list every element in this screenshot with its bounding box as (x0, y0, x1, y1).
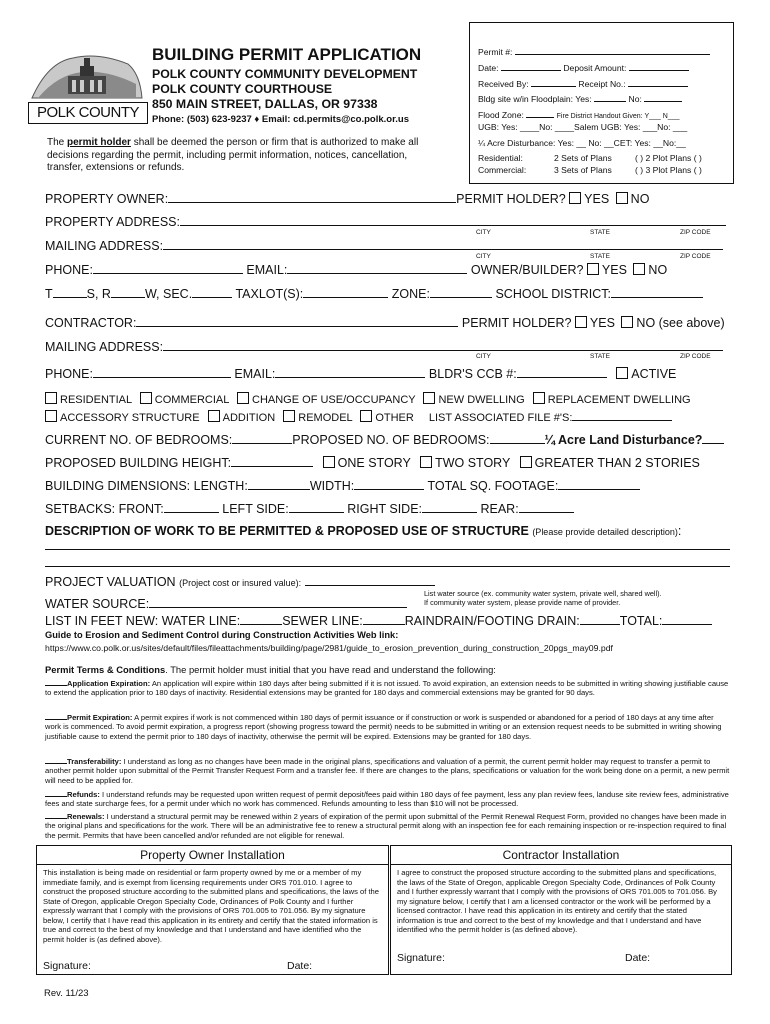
property-owner-field[interactable] (168, 191, 456, 203)
replacement-checkbox[interactable] (533, 392, 545, 404)
water-note-2: If community water system, please provide name of provider. (424, 598, 621, 607)
one-story-checkbox[interactable] (323, 456, 335, 468)
owner-signature-label: Signature: (43, 960, 91, 972)
mailing-address-label: MAILING ADDRESS: (45, 239, 164, 253)
setbacks-row (45, 501, 574, 516)
one-story-label: ONE STORY (337, 456, 411, 470)
date-field[interactable] (501, 59, 561, 71)
other-checkbox[interactable] (360, 410, 372, 422)
owner-builder-yes-checkbox[interactable] (587, 263, 599, 275)
right-label: RIGHT SIDE: (347, 502, 422, 516)
proposed-bed-field[interactable] (490, 432, 545, 444)
quarter-acre-field[interactable] (702, 432, 724, 444)
sets2-label: 2 Sets of Plans (554, 153, 612, 163)
valuation-row (45, 574, 435, 589)
dimensions-row (45, 478, 640, 493)
township-row (45, 286, 703, 301)
t-label: T (45, 287, 53, 301)
description-line-2[interactable] (45, 566, 730, 567)
courthouse-name: POLK COUNTY COURTHOUSE (152, 82, 333, 96)
front-field[interactable] (164, 501, 219, 513)
phone-label: PHONE: (45, 263, 93, 277)
zip-label-3: ZIP CODE (680, 353, 711, 360)
property-address-label: PROPERTY ADDRESS: (45, 215, 180, 229)
active-checkbox[interactable] (616, 367, 628, 379)
desc-colon: : (677, 524, 682, 538)
owner-holder-yes-checkbox[interactable] (569, 192, 581, 204)
guide-label: Guide to Erosion and Sediment Control during Construction Activities Web link: (45, 630, 399, 640)
contractor-mailing-row (45, 339, 723, 354)
greater-checkbox[interactable] (520, 456, 532, 468)
accessory-label: ACCESSORY STRUCTURE (60, 412, 200, 424)
mailing-address-row (45, 238, 723, 253)
ccb-field[interactable] (517, 366, 607, 378)
description-line-1[interactable] (45, 549, 730, 550)
total-sq-label: TOTAL SQ. FOOTAGE: (427, 479, 559, 493)
type-row-2 (45, 409, 672, 424)
change-use-checkbox[interactable] (237, 392, 249, 404)
sec-field[interactable] (192, 286, 232, 298)
term-transferability (45, 756, 730, 785)
sewer-field[interactable] (363, 613, 405, 625)
floodplain-no-label: No: (628, 94, 642, 104)
owner-builder-no-checkbox[interactable] (633, 263, 645, 275)
rear-label: REAR: (480, 502, 519, 516)
app-exp-bold: Application Expiration: (67, 679, 151, 688)
length-field[interactable] (248, 478, 310, 490)
school-label: SCHOOL DISTRICT: (495, 287, 611, 301)
desc-bold: DESCRIPTION OF WORK TO BE PERMITTED & PROPOSED USE OF STRUCTURE (45, 524, 529, 538)
taxlot-label: TAXLOT(S): (235, 287, 304, 301)
perm-exp-text: A permit expires if work is not commenced within 180 days of permit issuance or if construction or work is suspended or abandoned for a period of 180 days at any time after work is commenced. To avoid permit expiration, a progress report (showing progress toward the permit) needs to be submitted in writing or an extension request needs to be submitted in writing showing justifiable cause to extend the permit prior to 180 days of inactivity, otherwise the permit will be expired. Extensions may be granted for 180 days. (45, 713, 722, 741)
left-label: LEFT SIDE: (222, 502, 289, 516)
water-source-field[interactable] (149, 596, 407, 608)
permit-no-label: Permit #: (478, 47, 513, 57)
dimensions-label: BUILDING DIMENSIONS: LENGTH: (45, 479, 248, 493)
water-source-row (45, 596, 407, 611)
c-email-field[interactable] (275, 366, 425, 378)
transfer-bold: Transferability: (67, 757, 122, 766)
zone-field[interactable] (430, 286, 492, 298)
description-heading (45, 524, 681, 538)
owner-installation-box (36, 845, 389, 975)
list-feet-row (45, 613, 712, 628)
water-line-field[interactable] (240, 613, 282, 625)
sewer-label: SEWER LINE: (282, 614, 363, 628)
county-logo (28, 44, 146, 124)
valuation-note: (Project cost or insured value): (179, 578, 302, 588)
height-field[interactable] (231, 455, 313, 467)
office-use-box (469, 22, 734, 184)
term-permit-expiration (45, 712, 730, 741)
ob-yes-label: YES (601, 263, 627, 277)
dept-name: POLK COUNTY COMMUNITY DEVELOPMENT (152, 67, 418, 81)
total-field[interactable] (662, 613, 712, 625)
commercial-label: COMMERCIAL (154, 394, 229, 406)
property-address-row (45, 214, 726, 229)
sets3-label: 3 Sets of Plans (554, 165, 612, 175)
water-note-1: List water source (ex. community water system, private well, shared well). (424, 589, 662, 598)
term-refunds (45, 789, 730, 809)
two-story-checkbox[interactable] (420, 456, 432, 468)
rain-field[interactable] (580, 613, 620, 625)
accessory-checkbox[interactable] (45, 410, 57, 422)
permit-no-field[interactable] (515, 43, 710, 55)
valuation-field[interactable] (305, 574, 435, 586)
proposed-bed-label: PROPOSED NO. OF BEDROOMS: (292, 433, 490, 447)
current-bed-label: CURRENT NO. OF BEDROOMS: (45, 433, 233, 447)
owner-signature-field[interactable] (97, 970, 277, 972)
r-field[interactable] (111, 286, 145, 298)
width-label: WIDTH: (309, 479, 355, 493)
school-field[interactable] (611, 286, 703, 298)
owner-builder-label: OWNER/BUILDER? (470, 263, 584, 277)
date-label: Date: (478, 63, 499, 73)
replacement-label: REPLACEMENT DWELLING (547, 394, 691, 406)
current-bed-field[interactable] (232, 432, 292, 444)
receipt-no-label: Receipt No.: (578, 79, 626, 89)
height-label: PROPOSED BUILDING HEIGHT: (45, 456, 232, 470)
email-label: EMAIL: (246, 263, 288, 277)
list-feet-label: LIST IN FEET NEW: WATER LINE: (45, 614, 241, 628)
rear-field[interactable] (519, 501, 574, 513)
receipt-no-field[interactable] (628, 75, 688, 87)
property-address-field[interactable] (180, 214, 726, 226)
type-row-1 (45, 392, 691, 406)
quarter-acre-label: ¼ Acre Land Disturbance? (544, 433, 703, 447)
ccb-label: BLDR'S CCB #: (428, 367, 517, 381)
term-renewals (45, 811, 730, 840)
remodel-checkbox[interactable] (283, 410, 295, 422)
guide-url[interactable]: https://www.co.polk.or.us/sites/default/files/fileattachments/building/page/2981/guide_to_erosion_prevention_during_construction_20pgs_may09.pdf (45, 643, 613, 653)
state-label: STATE (590, 229, 610, 236)
phone-row (45, 262, 667, 277)
renewals-text: I understand a structural permit may be renewed within 2 years of expiration of the permit upon submittal of the Permit Renewal Request Form, provided no changes have been made in the original plans and specifications for the work. There will be an administrative fee to renew a structural permit along with an inspection fee for each remaining inspection or re-inspection required to final the permit. Permits that have been cancelled and/or refunded are not eligible for renewal. (45, 812, 727, 840)
fire-district-label: Fire District Handout Given: Y___ N___ (556, 113, 680, 120)
deposit-field[interactable] (629, 59, 689, 71)
commercial-checkbox[interactable] (140, 392, 152, 404)
owner-installation-text: This installation is being made on residential or farm property owned by me or a member of my immediate family, and is exempt from licensing requirements under ORS 701.010. I agree to construct the proposed structure according to the submitted plans and specifications, the laws of the State of Oregon, applicable Oregon Specialty Code, Ordinances of Polk County and I further expressly warrant that I comply with the provisions of ORS 701.005 to 701.056. By my signature below, I certify that I have read this application in its entirety and certify that the stated information is true and correct to the best of my knowledge and that I understand and have identified who the permit holder is (as defined above). (43, 868, 380, 944)
c-no-label: NO (see above) (636, 316, 725, 330)
state-label-2: STATE (590, 253, 610, 260)
c-yes-label: YES (589, 316, 615, 330)
property-owner-row (45, 191, 649, 206)
contractor-phone-row (45, 366, 676, 381)
contractor-holder-yes-checkbox[interactable] (575, 316, 587, 328)
owner-date-label: Date: (287, 960, 313, 972)
floodplain-yes-field[interactable] (594, 90, 626, 102)
remodel-label: REMODEL (298, 412, 353, 424)
deposit-label: Deposit Amount: (563, 63, 627, 73)
zip-label-2: ZIP CODE (680, 253, 711, 260)
contractor-installation-text: I agree to construct the proposed structure according to the submitted plans and specifications, the laws of the State of Oregon, applicable Oregon Specialty Code, Ordinances of Polk County and I further expressly warrant that I comply with the provisions of ORS 701.005 to 701.056. By my signature below, I certify that I am a licensed contractor or the work will be performed by a licensed contractor. I have read this application in its entirety and certify that the stated information is true and correct to the best of my knowledge and that I understand and have identified who the permit holder is (as defined above). (397, 868, 717, 934)
zip-label: ZIP CODE (680, 229, 711, 236)
no-label: NO (630, 192, 650, 206)
note-post: shall be deemed the person or firm that is authorized to make all decisions regarding the permit, including permit information, notices, cancellation, transfer, extensions or refunds. (47, 137, 419, 173)
c-phone-field[interactable] (93, 366, 231, 378)
refunds-bold: Refunds: (67, 790, 100, 799)
height-row (45, 455, 700, 470)
term-application-expiration (45, 678, 730, 698)
phone-field[interactable] (93, 262, 243, 274)
received-by-field[interactable] (531, 75, 576, 87)
contractor-row (45, 315, 725, 330)
desc-note: (Please provide detailed description) (532, 527, 678, 537)
list-file-label: LIST ASSOCIATED FILE #'S: (428, 412, 573, 424)
renewals-bold: Renewals: (67, 812, 105, 821)
permit-holder-label: PERMIT HOLDER? (456, 192, 566, 206)
initial-renewals-field[interactable] (45, 811, 67, 819)
contractor-holder-no-checkbox[interactable] (621, 316, 633, 328)
sr-label: S, R (86, 287, 111, 301)
plot3-label[interactable]: ( ) 3 Plot Plans ( ) (635, 165, 702, 175)
initial-refunds-field[interactable] (45, 789, 67, 797)
permit-holder-note (47, 137, 422, 175)
initial-transfer-field[interactable] (45, 756, 67, 764)
change-use-label: CHANGE OF USE/OCCUPANCY (252, 394, 416, 406)
ugb-line: UGB: Yes: ____No: ____Salem UGB: Yes: ___No: ___ (478, 122, 688, 132)
other-label: OTHER (375, 412, 414, 424)
commercial-label: Commercial: (478, 165, 527, 175)
contractor-holder-label: PERMIT HOLDER? (461, 316, 572, 330)
city-label-3: CITY (476, 353, 491, 360)
greater-label: GREATER THAN 2 STORIES (534, 456, 700, 470)
yes-label: YES (584, 192, 610, 206)
active-label: ACTIVE (631, 367, 677, 381)
new-dwelling-checkbox[interactable] (423, 392, 435, 404)
list-file-field[interactable] (572, 409, 672, 421)
residential-checkbox[interactable] (45, 392, 57, 404)
c-mailing-label: MAILING ADDRESS: (45, 340, 164, 354)
wsec-label: W, SEC. (144, 287, 193, 301)
owner-holder-no-checkbox[interactable] (616, 192, 628, 204)
two-story-label: TWO STORY (435, 456, 511, 470)
width-field[interactable] (354, 478, 424, 490)
t-field[interactable] (53, 286, 87, 298)
residential-label: RESIDENTIAL (60, 394, 132, 406)
floodplain-no-field[interactable] (644, 90, 682, 102)
rain-label: RAINDRAIN/FOOTING DRAIN: (404, 614, 580, 628)
addition-label: ADDITION (222, 412, 276, 424)
flood-zone-label: Flood Zone: (478, 110, 524, 120)
refunds-text: I understand refunds may be requested upon written request of permit deposit/fees paid within 180 days of fee payment, less any plan review fees, landuse site review fees, administrative fees and state surcharge fees, for a permit under which no work has commenced. Refunds amounting to less than $10 will not be processed. (45, 790, 729, 809)
owner-installation-title: Property Owner Installation (37, 846, 388, 865)
email-field[interactable] (287, 262, 467, 274)
contractor-signature-field[interactable] (451, 962, 621, 964)
city-label-2: CITY (476, 253, 491, 260)
app-exp-text: An application will expire within 180 days after being submitted if it is not issued. To avoid expiration, an extension needs to be submitted in writing showing justifiable cause to extend the application prior to 180 days of inactivity. Residential extensions may be granted for 180 days and commercial extensions may be granted for 90 days. (45, 679, 729, 698)
logo-text: POLK COUNTY (28, 102, 148, 124)
valuation-label: PROJECT VALUATION (45, 575, 176, 589)
acre-line: ¼ Acre Disturbance: Yes: __ No: __CET: Yes: __No:__ (478, 138, 686, 148)
c-phone-label: PHONE: (45, 367, 93, 381)
note-pre: The (47, 137, 68, 148)
new-dwelling-label: NEW DWELLING (438, 394, 525, 406)
contact-info: Phone: (503) 623-9237 ♦ Email: cd.permits@co.polk.or.us (152, 114, 409, 125)
ob-no-label: NO (648, 263, 668, 277)
initial-application-field[interactable] (45, 678, 67, 686)
contractor-installation-title: Contractor Installation (391, 846, 731, 865)
flood-zone-field[interactable] (526, 106, 554, 118)
residential-label: Residential: (478, 153, 523, 163)
mailing-address-field[interactable] (163, 238, 723, 250)
taxlot-field[interactable] (303, 286, 388, 298)
state-label-3: STATE (590, 353, 610, 360)
zone-label: ZONE: (391, 287, 430, 301)
contractor-label: CONTRACTOR: (45, 316, 137, 330)
revision-label: Rev. 11/23 (44, 988, 89, 999)
plot2-label[interactable]: ( ) 2 Plot Plans ( ) (635, 153, 702, 163)
terms-heading-bold: Permit Terms & Conditions (45, 664, 166, 675)
initial-permit-field[interactable] (45, 712, 67, 720)
right-field[interactable] (422, 501, 477, 513)
c-mailing-field[interactable] (163, 339, 723, 351)
total-label: TOTAL: (619, 614, 663, 628)
contractor-signature-label: Signature: (397, 952, 445, 964)
transfer-text: I understand as long as no changes have been made in the original plans, specifications and valuation of a permit, the current permit holder may request to transfer a permit to another permit holder upon submittal of the Permit Transfer Request Form and a transfer fee. If there are changes to the plans, specifications or valuation for the work being done on a permit, a new permit will need to be applied for. (45, 757, 730, 785)
floodplain-label: Bldg site w/in Floodplain: Yes: (478, 94, 592, 104)
form-title: BUILDING PERMIT APPLICATION (152, 45, 422, 64)
contractor-field[interactable] (136, 315, 458, 327)
left-field[interactable] (289, 501, 344, 513)
city-label: CITY (476, 229, 491, 236)
addition-checkbox[interactable] (208, 410, 220, 422)
property-owner-label: PROPERTY OWNER: (45, 192, 169, 206)
perm-exp-bold: Permit Expiration: (67, 713, 133, 722)
address: 850 MAIN STREET, DALLAS, OR 97338 (152, 97, 378, 111)
terms-heading (45, 664, 496, 675)
water-source-label: WATER SOURCE: (45, 597, 150, 611)
terms-heading-post: . The permit holder must initial that you have read and understand the following: (165, 664, 496, 675)
courthouse-emblem (28, 44, 146, 102)
contractor-installation-box (390, 845, 732, 975)
note-bold: permit holder (67, 137, 131, 148)
contractor-date-label: Date: (625, 952, 651, 964)
received-by-label: Received By: (478, 79, 529, 89)
setbacks-label: SETBACKS: FRONT: (45, 502, 164, 516)
bedrooms-row (45, 432, 724, 447)
c-email-label: EMAIL: (234, 367, 276, 381)
total-sq-field[interactable] (558, 478, 640, 490)
